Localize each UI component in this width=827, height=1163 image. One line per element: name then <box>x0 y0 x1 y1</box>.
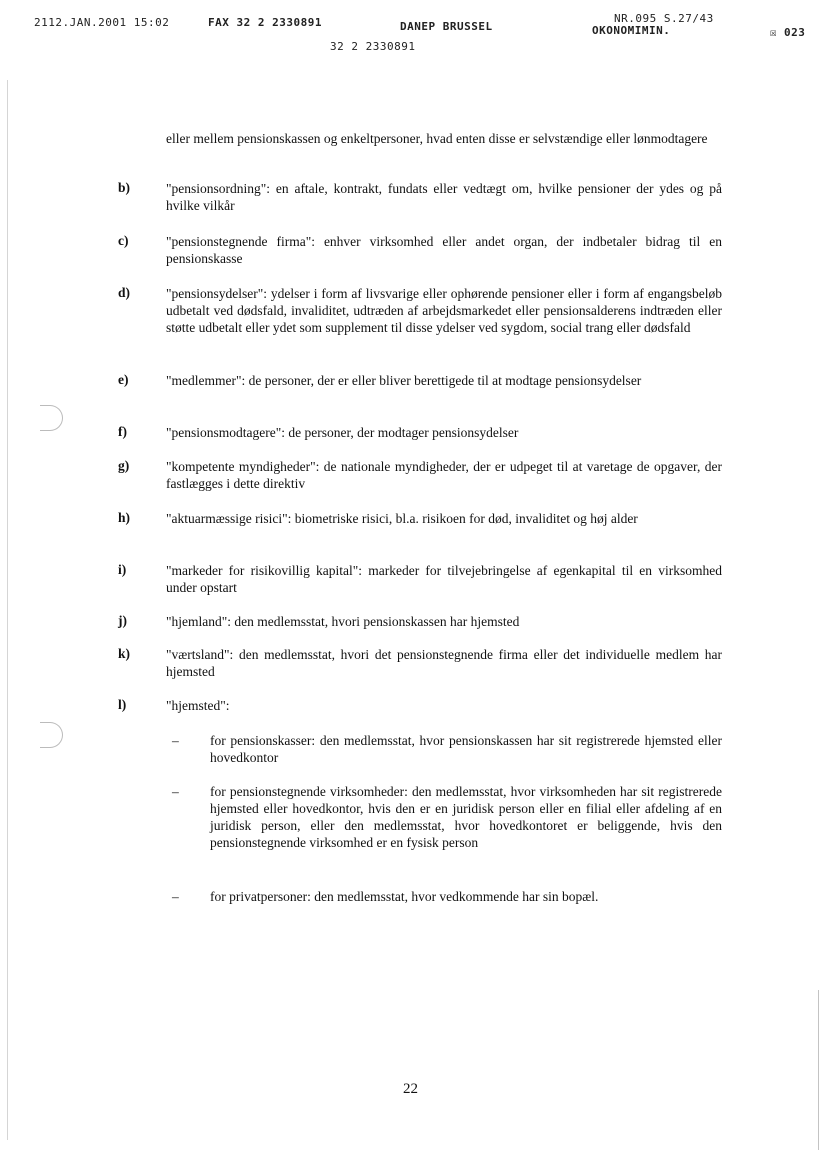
definition-text: "værtsland": den medlemsstat, hvori det pensionstegnende firma eller det individuelle medlem har hjemsted <box>166 647 722 679</box>
fax-number: FAX 32 2 2330891 <box>208 16 322 29</box>
definition-marker: h) <box>118 510 131 525</box>
list-dash: – <box>172 733 179 748</box>
scan-edge-right <box>818 990 819 1150</box>
definition-marker: g) <box>118 458 130 473</box>
hjemsted-item-text: for privatpersoner: den medlemsstat, hvor vedkommende har sin bopæl. <box>210 889 599 904</box>
definition-marker: i) <box>118 562 127 577</box>
definition-marker: k) <box>118 646 131 661</box>
definition-marker: e) <box>118 372 129 387</box>
definition-text: "pensionstegnende firma": enhver virksomhed eller andet organ, der indbetaler bidrag til en pensionskasse <box>166 234 722 266</box>
hjemsted-item-text: for pensionskasser: den medlemsstat, hvor pensionskassen har sit registrerede hjemsted eller hovedkontor <box>210 733 722 765</box>
definition-text: "pensionsordning": en aftale, kontrakt, fundats eller vedtægt om, hvilke pensioner der ydes og på hvilke vilkår <box>166 181 722 213</box>
definition-text: "medlemmer": de personer, der er eller bliver berettigede til at modtage pensionsydelser <box>166 373 642 388</box>
definition-marker: b) <box>118 180 131 195</box>
fax-sender: DANEP BRUSSEL <box>400 20 493 33</box>
definition-marker: j) <box>118 613 127 628</box>
definition-marker: c) <box>118 233 129 248</box>
hjemsted-item-text: for pensionstegnende virksomheder: den medlemsstat, hvor virksomheden har sit registrerede hjemsted eller hovedkontor, hvis den er en juridisk person eller en filial eller afdeling af en juridisk person, eller den medlemsstat, hvor hovedkontoret er beliggende, hvis den pensionstegnende virksomhed er en fysisk person <box>210 784 722 850</box>
page-number: 22 <box>403 1081 418 1097</box>
list-dash: – <box>172 889 179 904</box>
definition-text: "hjemland": den medlemsstat, hvori pensionskassen har hjemsted <box>166 614 520 629</box>
fax-stamp-number: 023 <box>784 26 806 39</box>
definition-text: "pensionsmodtagere": de personer, der modtager pensionsydelser <box>166 425 519 440</box>
intro-continuation: eller mellem pensionskassen og enkeltpersoner, hvad enten disse er selvstændige eller lønmodtagere <box>166 131 708 146</box>
definition-text: "markeder for risikovillig kapital": markeder for tilvejebringelse af egenkapital til en virksomhed under opstart <box>166 563 722 595</box>
definition-marker: f) <box>118 424 127 439</box>
definition-marker: l) <box>118 697 127 712</box>
fax-timestamp: 2112.JAN.2001 15:02 <box>34 16 170 29</box>
definition-marker: d) <box>118 285 131 300</box>
fax-recipient: OKONOMIMIN. <box>592 24 671 37</box>
definition-text: "kompetente myndigheder": de nationale myndigheder, der er udpeget til at varetage de opgaver, der fastlægges i dette direktiv <box>166 459 722 491</box>
fax-page-info: NR.095 S.27/43 <box>614 12 714 25</box>
punch-hole-mark <box>40 405 63 431</box>
definition-text: "pensionsydelser": ydelser i form af livsvarige eller ophørende pensioner eller i form af engangsbeløb udbetalt ved dødsfald, invaliditet, udtræden af arbejdsmarkedet eller pensionsalderens indtræden eller støtte udbetalt eller ydet som supplement til disse ydelser ved sygdom, social trang eller dødsfald <box>166 286 722 335</box>
list-dash: – <box>172 784 179 799</box>
scan-edge-left <box>7 80 8 1140</box>
definition-text: "hjemsted": <box>166 698 230 713</box>
fax-stamp-icon: ☒ <box>770 26 778 39</box>
fax-second-line: 32 2 2330891 <box>330 40 416 53</box>
definition-text: "aktuarmæssige risici": biometriske risici, bl.a. risikoen for død, invaliditet og høj alder <box>166 511 638 526</box>
punch-hole-mark <box>40 722 63 748</box>
